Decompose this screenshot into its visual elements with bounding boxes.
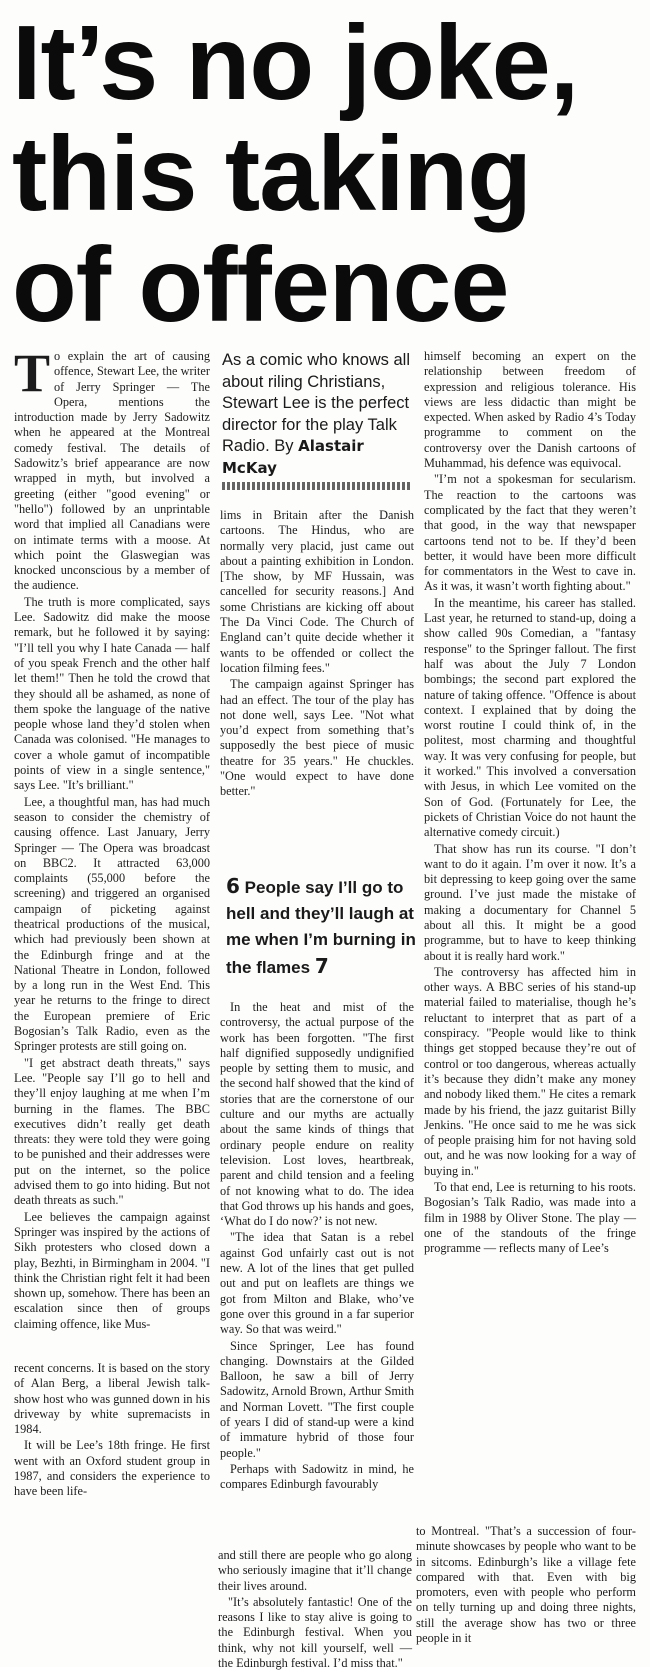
paragraph: "I’m not a spokesman for secularism. The reaction to the cartoons was complicated by the fact that they weren’t that good, in the way that newspaper cartoons tend not to be. If they’d been better, it would have been more difficult for commentators in the West to cave in. As it was, it wasn’t worth fighting about." — [424, 472, 636, 594]
standfirst — [222, 350, 414, 479]
paragraph: The campaign against Springer has had an effect. The tour of the play has not done well, says Lee. "Not what you’d expect from something that’s supposedly the best piece of music theatre for 35 years." He chuckles. "One would expect to have done better." — [220, 677, 414, 799]
paragraph: recent concerns. It is based on the story of Alan Berg, a liberal Jewish talk-show host who was gunned down in his driveway by white supremacists in 1984. — [14, 1361, 210, 1437]
headline — [12, 4, 642, 344]
column-3 — [424, 349, 636, 1258]
paragraph: It will be Lee’s 18th fringe. He first went with an Oxford student group in 1987, and considers the experience to have been life- — [14, 1438, 210, 1499]
paragraph: Lee believes the campaign against Springer was inspired by the actions of Sikh protesters who closed down a play, Bezhti, in Birmingham in 2004. "I think the Christian right felt it had been shown up, somehow. There has been an escalation since then of groups claiming offence, like Mus- — [14, 1209, 210, 1331]
headline-line-2: this taking — [12, 115, 532, 233]
column-3-bottom — [416, 1524, 636, 1647]
decorative-rule — [222, 482, 412, 490]
column-1 — [14, 343, 210, 1333]
paragraph: To explain the art of causing offence, Stewart Lee, the writer of Jerry Springer — The Opera, mentions the introduction made by Jerry Sadowitz when he appeared at the Montreal comedy festival. The details of Sadowitz’s brief appearance are now wrapped in myth, but involved a greeting (either "good evening" or "hello") followed by an unprintable word that implied all Canadians were on intimate terms with a moose. At which point the Glaswegian was knocked unconscious by a member of the audience. — [14, 343, 210, 593]
pull-quote — [226, 873, 416, 981]
paragraph: Since Springer, Lee has found changing. Downstairs at the Gilded Balloon, he saw a bill of Jerry Sadowitz, Arnold Brown, Arthur Smith and Norman Lovett. "The first couple of years I did of stand-up were a kind of immature hybrid of those four people." — [220, 1338, 414, 1460]
paragraph: In the meantime, his career has stalled. Last year, he returned to stand-up, doing a show called 90s Comedian, a "fantasy response" to the Springer fallout. The first half was about the July 7 London bombings; the second part explored the nature of taking offence. "Offence is about context. I explained that by doing the worst routine I could think of, in the politest, most charming and thoughtful way. It was very confusing for people, but it worked." This involved a conversation with Jesus, in which Lee vomited on the Son of God. (Fortunately for Lee, the pickets of Christian Voice do not haunt the alternative comedy circuit.) — [424, 595, 636, 840]
paragraph: "I get abstract death threats," says Lee. "People say I’ll go to hell and they’ll enjoy laughing at me when I’m burning in the flames. The BBC executives didn’t really get death threats: they were told they were going to be punished and their addresses were put on the internet, so the police advised them to go into hiding. But not death threats as such." — [14, 1055, 210, 1208]
paragraph: The controversy has affected him in other ways. A BBC series of his stand-up material failed to materialise, though he’s reluctant to interpret that as part of a conspiracy. "People would like to think things get stopped because they’re out of control or too dangerous, whereas actually it’s because they didn’t make any money and nobody liked them." He cites a remark made by his friend, the jazz guitarist Billy Jenkins. "He once said to me he was sick of people praising him for not having sold out, and he was now looking for a way of buying in." — [424, 964, 636, 1178]
paragraph: Lee, a thoughtful man, has had much season to consider the chemistry of causing offence. Last January, Jerry Springer — The Opera was broadcast on BBC2. It attracted 63,000 complaints (55,000 before the screening) and triggered an organised campaign of picketing against theatrical productions of the musical, which had previously been shown at the Edinburgh fringe and at the National Theatre in London, followed by a long run in the West End. This year he returns to the fringe to direct the European premiere of Eric Bogosian’s Talk Radio, even as the Springer protests are still going on. — [14, 794, 210, 1054]
byline: Alastair McKay — [222, 437, 364, 477]
paragraph: and still there are people who go along who seriously imagine that it’ll change their lives around. — [218, 1548, 412, 1593]
quote-close-mark: 7 — [314, 954, 329, 978]
paragraph: That show has run its course. "I don’t want to do it again. I’m over it now. It’s a bit depressing to keep going over the same ground. I’ve just made the mistake of making a documentary for Channel 5 about all this. It might be a good programme, but to have to keep thinking about it is really hard work." — [424, 841, 636, 963]
headline-line-3: of offence — [12, 226, 509, 344]
paragraph: Perhaps with Sadowitz in mind, he compares Edinburgh favourably — [220, 1461, 414, 1492]
paragraph: To that end, Lee is returning to his roots. Bogosian’s Talk Radio, was made into a film in 1988 by Oliver Stone. The play — one of the standouts of the fringe programme — reflects many of Lee’s — [424, 1180, 636, 1256]
paragraph: The truth is more complicated, says Lee. Sadowitz did make the moose remark, but he followed it by saying: "I’ll tell you why I hate Canada — half of you speak French and the other half let them!" Then he told the crowd that they should all be ashamed, as none of them spoke the language of the native people whose land they’d stolen when Canada was colonised. "He manages to cover a whole gamut of incompatible points of view in a single sentence," says Lee. "It’s brilliant." — [14, 594, 210, 793]
paragraph: lims in Britain after the Danish cartoons. The Hindus, who are normally very placid, just came out about a painting exhibition in London. [The show, by MF Hussain, was cancelled for security reasons.] And some Christians are kicking off about The Da Vinci Code. The Church of England can’t quite decide whether it wants to be offended or collect the location filming fees." — [220, 508, 414, 675]
standfirst-text: As a comic who knows all about riling Christians, Stewart Lee is the perfect director for the play Talk Radio. By — [222, 351, 410, 455]
column-2-lower — [220, 1000, 414, 1494]
pull-quote-text: People say I’ll go to hell and they’ll laugh at me when I’m burning in the flames — [226, 878, 416, 977]
paragraph: In the heat and mist of the controversy, the actual purpose of the work has been forgotten. "The first half dignified supposedly undignified people by setting them to music, and the second half showed that the kind of stories that are the cornerstone of our culture and our myths are actually about the same kinds of things that ordinary people endure on reality television. Lost loves, heartbreak, parent and child tension and a feeling of not knowing what to do. The idea that God throws up his hands and goes, ‘What do I do now?’ is not new. — [220, 1000, 414, 1229]
paragraph: "The idea that Satan is a rebel against God unfairly cast out is not new. A lot of the lines that get pulled out and put on leaflets are things we got from Milton and Blake, who’ve gone over this ground in a far superior way. So that was weird." — [220, 1230, 414, 1337]
paragraph: "It’s absolutely fantastic! One of the reasons I like to stay alive is going to the Edinburgh festival. When you think, why not kill yourself, well — the Edinburgh festival. I’d miss that." — [218, 1594, 412, 1671]
headline-line-1: It’s no joke, — [12, 4, 579, 122]
drop-cap: T — [14, 343, 51, 403]
column-2 — [220, 508, 414, 801]
paragraph: to Montreal. "That’s a succession of four-minute showcases by people who want to be in sitcoms. Edinburgh’s like a village fete compared with that. Even with big promoters, even with people who perform on telly turning up and doing three nights, still the average show has two or three people in it — [416, 1524, 636, 1646]
column-2-bottom — [218, 1548, 412, 1672]
quote-open-mark: 6 — [226, 874, 240, 898]
column-1-bottom — [14, 1361, 210, 1501]
paragraph: himself becoming an expert on the relationship between freedom of expression and religious tolerance. His views are less didactic than might be expected. When asked by Radio 4’s Today programme to comment on the controversy over the Danish cartoons of Muhammad, his defence was equivocal. — [424, 349, 636, 471]
